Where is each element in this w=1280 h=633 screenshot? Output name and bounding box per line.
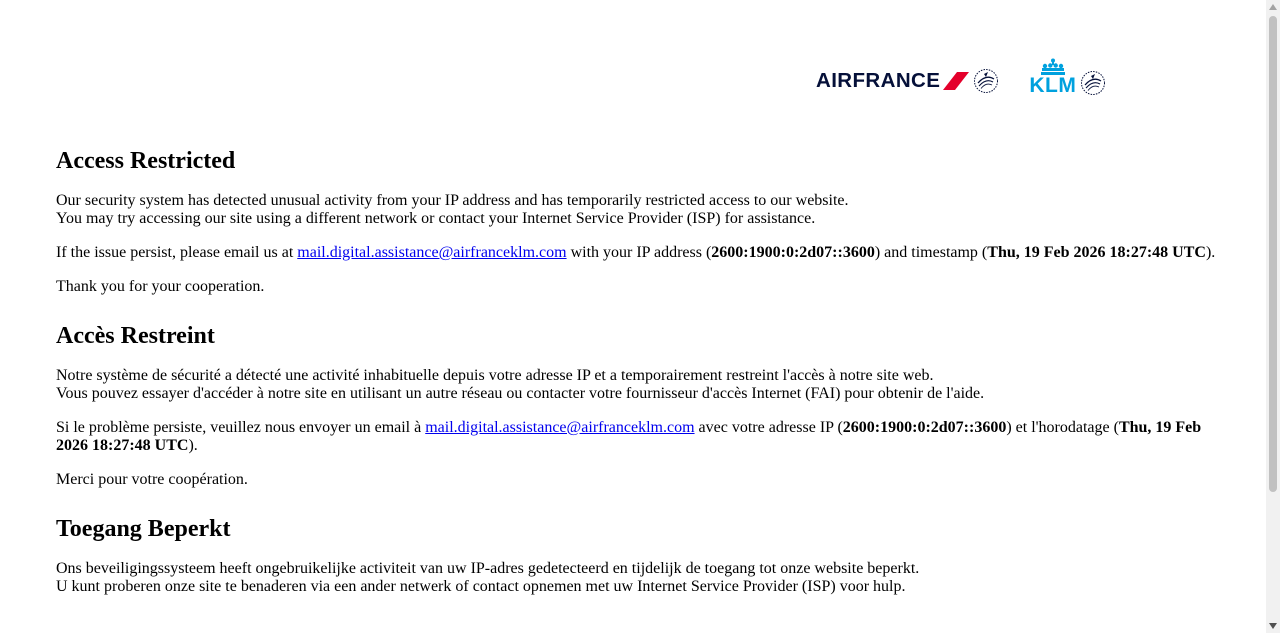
klm-wordmark: KLM — [1029, 74, 1077, 97]
timestamp: Thu, 19 Feb 2026 18:27:48 UTC — [987, 244, 1206, 261]
intro-line: You may try accessing our site using a different network or contact your Internet Service Provider (ISP) for assistance. — [56, 210, 816, 227]
contact-paragraph — [56, 244, 1216, 262]
intro-line: Notre système de sécurité a détecté une activité inhabituelle depuis votre adresse IP et a temporairement restreint l'accès à notre site web. — [56, 367, 934, 384]
contact-paragraph — [56, 419, 1216, 455]
email-link[interactable]: mail.digital.assistance@airfranceklm.com — [425, 419, 695, 436]
airfrance-stripe-icon — [943, 72, 969, 90]
section-title: Toegang Beperkt — [56, 516, 231, 542]
logo-bar — [816, 52, 1106, 96]
skyteam-seal-icon — [973, 68, 999, 94]
intro-line: U kunt proberen onze site te benaderen via een ander netwerk of contact opnemen met uw Internet Service Provider (ISP) voor hulp. — [56, 578, 906, 595]
ip-address: 2600:1900:0:2d07::3600 — [842, 419, 1007, 436]
section-title: Access Restricted — [56, 148, 236, 174]
intro-line: Vous pouvez essayer d'accéder à notre site en utilisant un autre réseau ou contacter votre fournisseur d'accès Internet (FAI) pour obtenir de l'aide. — [56, 385, 985, 402]
email-link[interactable]: mail.digital.assistance@airfranceklm.com — [297, 244, 567, 261]
contact-text: ). — [188, 437, 198, 454]
contact-text: ) and timestamp ( — [874, 244, 988, 261]
ip-address: 2600:1900:0:2d07::3600 — [711, 244, 875, 261]
intro-paragraph — [56, 367, 1216, 403]
vertical-scrollbar[interactable] — [1266, 0, 1280, 633]
scrollbar-thumb[interactable] — [1269, 16, 1277, 492]
skyteam-seal-icon — [1080, 70, 1106, 96]
klm-mark — [1029, 58, 1076, 96]
content — [56, 143, 1216, 618]
thanks-paragraph: Thank you for your cooperation. — [56, 278, 265, 295]
contact-text: with your IP address ( — [566, 244, 712, 261]
contact-text: Si le problème persiste, veuillez nous envoyer un email à — [56, 419, 426, 436]
section-french — [56, 318, 1216, 489]
contact-text: If the issue persist, please email us at — [56, 244, 298, 261]
contact-text: ) et l'horodatage ( — [1006, 419, 1119, 436]
airfrance-logo — [816, 66, 999, 96]
intro-line: Our security system has detected unusual activity from your IP address and has temporarily restricted access to our website. — [56, 192, 849, 209]
intro-line: Ons beveiligingssysteem heeft ongebruikelijke activiteit van uw IP-adres gedetecteerd en tijdelijk de toegang tot onze website beperkt. — [56, 560, 920, 577]
timestamp: Thu, 19 Feb 2026 18:27:48 UTC — [56, 419, 1202, 454]
section-dutch — [56, 511, 1216, 596]
intro-paragraph — [56, 560, 1216, 596]
airfrance-wordmark: AIRFRANCE — [816, 68, 941, 92]
scroll-down-arrow-icon[interactable] — [1266, 619, 1280, 633]
thanks-paragraph: Merci pour votre coopération. — [56, 471, 248, 488]
section-english — [56, 143, 1216, 296]
section-title: Accès Restreint — [56, 323, 215, 349]
scroll-up-arrow-icon[interactable] — [1266, 0, 1280, 14]
klm-logo — [1029, 58, 1106, 96]
intro-paragraph — [56, 192, 1216, 228]
contact-text: avec votre adresse IP ( — [694, 419, 843, 436]
contact-text: ). — [1205, 244, 1216, 261]
